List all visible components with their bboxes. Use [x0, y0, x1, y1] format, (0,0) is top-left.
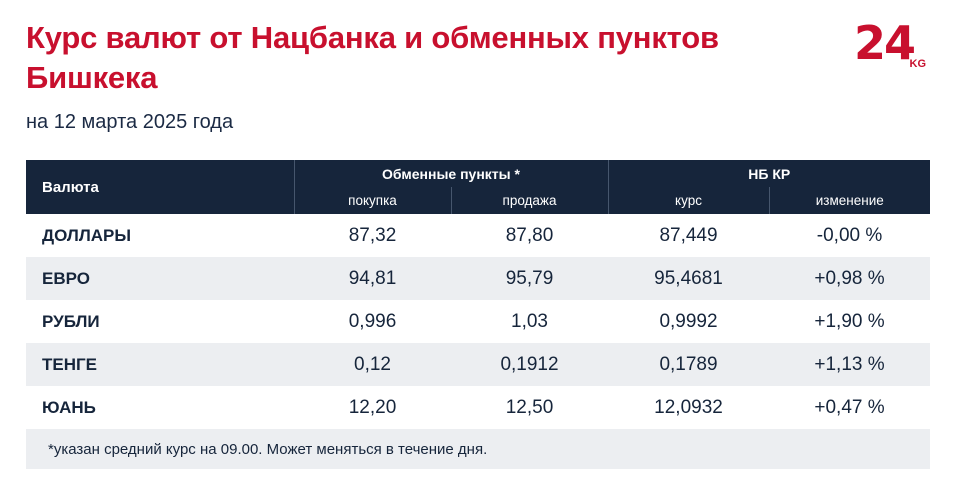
logo-number: 24	[854, 16, 915, 70]
cell-buy: 0,12	[294, 343, 451, 386]
cell-change: +1,90 %	[769, 300, 930, 343]
table-row	[26, 214, 930, 257]
rates-table	[26, 160, 930, 429]
cell-sell: 95,79	[451, 257, 608, 300]
table-head	[26, 160, 930, 214]
table-row	[26, 257, 930, 300]
cell-change: +1,13 %	[769, 343, 930, 386]
cell-buy: 94,81	[294, 257, 451, 300]
page-subtitle: на 12 марта 2025 года	[26, 111, 234, 134]
cell-currency: ДОЛЛАРЫ	[26, 214, 294, 257]
cell-currency: ЮАНЬ	[26, 386, 294, 429]
cell-currency: ТЕНГЕ	[26, 343, 294, 386]
page-title: Курс валют от Нацбанка и обменных пунктов Бишкека	[26, 20, 719, 95]
cell-rate: 12,0932	[608, 386, 769, 429]
header-sell: продажа	[451, 187, 608, 214]
cell-rate: 0,9992	[608, 300, 769, 343]
cell-sell: 0,1912	[451, 343, 608, 386]
table-row	[26, 386, 930, 429]
footnote: *указан средний курс на 09.00. Может меняться в течение дня.	[26, 429, 930, 469]
cell-rate: 0,1789	[608, 343, 769, 386]
cell-sell: 1,03	[451, 300, 608, 343]
table-row	[26, 300, 930, 343]
cell-rate: 87,449	[608, 214, 769, 257]
header-currency: Валюта	[26, 160, 294, 214]
cell-sell: 87,80	[451, 214, 608, 257]
cell-currency: РУБЛИ	[26, 300, 294, 343]
cell-rate: 95,4681	[608, 257, 769, 300]
header-nbkr: НБ КР	[608, 160, 930, 187]
header-rate: курс	[608, 187, 769, 214]
header-exchange-points: Обменные пункты *	[294, 160, 608, 187]
table-body	[26, 214, 930, 429]
cell-buy: 12,20	[294, 386, 451, 429]
header	[26, 18, 930, 134]
rates-table-wrapper	[26, 160, 930, 469]
table-head-group-row	[26, 160, 930, 187]
cell-change: -0,00 %	[769, 214, 930, 257]
cell-buy: 87,32	[294, 214, 451, 257]
logo-suffix: KG	[909, 58, 926, 70]
brand-logo	[854, 16, 926, 72]
cell-change: +0,47 %	[769, 386, 930, 429]
header-change: изменение	[769, 187, 930, 214]
title-block	[26, 18, 796, 134]
cell-change: +0,98 %	[769, 257, 930, 300]
cell-sell: 12,50	[451, 386, 608, 429]
table-row	[26, 343, 930, 386]
cell-buy: 0,996	[294, 300, 451, 343]
header-buy: покупка	[294, 187, 451, 214]
cell-currency: ЕВРО	[26, 257, 294, 300]
